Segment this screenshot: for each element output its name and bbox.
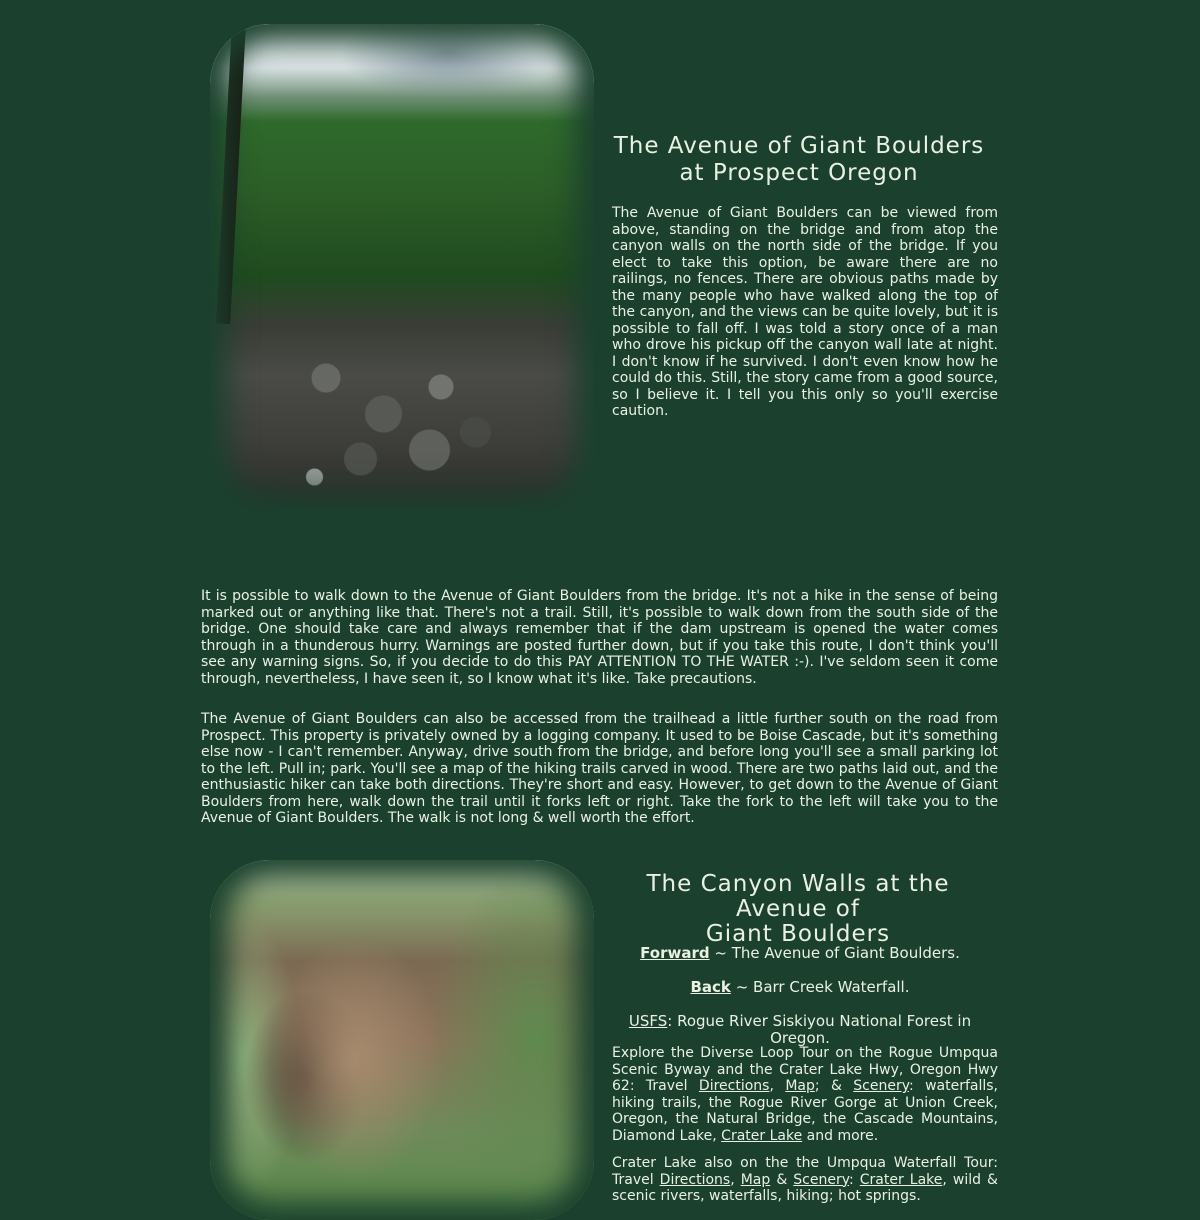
intro-paragraph: The Avenue of Giant Boulders can be viewed from above, standing on the bridge and from atop the canyon walls on the north side of the bridge. If you elect to take this option, be aware there are no railings, no fences. There are obvious paths made by the many people who have walked along the top of the canyon, and the views can be quite lovely, but it is possible to fall off. I was told a story once of a man who drove his pickup off the canyon wall late at night. I don't know if he survived. I don't even know how he could do this. Still, the story came from a good source, so I believe it. I tell you this only so you'll exercise caution. xyxy=(612,205,998,419)
explore-directions-link[interactable]: Directions xyxy=(698,1078,770,1094)
section-title-line-2: Giant Boulders xyxy=(705,921,891,947)
back-link[interactable]: Back xyxy=(690,978,731,996)
boulders-graphic xyxy=(280,324,510,504)
forward-description: ~ The Avenue of Giant Boulders. xyxy=(709,944,960,962)
usfs-description: : Rogue River Siskiyou National Forest in Oregon. xyxy=(667,1012,972,1047)
usfs-link[interactable]: USFS xyxy=(628,1012,668,1030)
section-title-line-1: The Canyon Walls at the Avenue of xyxy=(646,871,950,922)
crater-text-2: , xyxy=(730,1171,741,1188)
forest-boulders-photo xyxy=(210,24,594,512)
explore-paragraph xyxy=(612,1045,998,1144)
forward-nav xyxy=(600,945,1000,962)
crater-text-4: : xyxy=(849,1171,860,1188)
trailhead-paragraph: The Avenue of Giant Boulders can also be accessed from the trailhead a little further south on the road from Prospect. This property is privately owned by a logging company. It used to be Boise Cascade, but it's something else now - I can't remember. Anyway, drive south from the bridge, and before long you'll see a small parking lot to the left. Pull in; park. You'll see a map of the hiking trails carved in wood. There are two paths laid out, and the enthusiastic hiker can take both directions. They're short and easy. However, to get down to the Avenue of Giant Boulders from here, walk down the trail until it forks left or right. Take the fork to the left will take you to the Avenue of Giant Boulders. The walk is not long & well worth the effort. xyxy=(201,711,998,826)
crater-lake-paragraph xyxy=(612,1155,998,1205)
explore-text-2: , xyxy=(769,1078,786,1094)
explore-text-1: Explore the Diverse Loop Tour on the Rogue Umpqua Scenic Byway and the Crater Lake Hwy, Oregon Hwy 62: Travel xyxy=(612,1045,998,1094)
crater-directions-link[interactable]: Directions xyxy=(659,1171,731,1188)
explore-text-4: : waterfalls, hiking trails, the Rogue River Gorge at Union Creek, Oregon, the Natural Bridge, the Cascade Mountains, Diamond Lake, xyxy=(612,1078,998,1144)
crater-text-1: Crater Lake also on the the Umpqua Waterfall Tour: Travel xyxy=(612,1155,998,1188)
title-line-1: The Avenue of Giant Boulders xyxy=(613,133,985,159)
explore-crater-lake-link[interactable]: Crater Lake xyxy=(721,1127,803,1144)
explore-text-3: ; & xyxy=(814,1078,854,1094)
back-description: ~ Barr Creek Waterfall. xyxy=(730,978,910,996)
explore-text-5: and more. xyxy=(802,1127,879,1144)
crater-scenery-link[interactable]: Scenery xyxy=(793,1171,849,1188)
forward-link[interactable]: Forward xyxy=(640,944,710,962)
canyon-walls-photo xyxy=(210,860,594,1220)
tree-trunk-graphic xyxy=(216,24,246,324)
usfs-line xyxy=(600,1013,1000,1046)
title-line-2: at Prospect Oregon xyxy=(679,160,919,186)
crater-map-link[interactable]: Map xyxy=(740,1171,771,1188)
section-title xyxy=(598,872,998,947)
back-nav xyxy=(600,979,1000,996)
bridge-walk-paragraph: It is possible to walk down to the Avenue of Giant Boulders from the bridge. It's not a hike in the sense of being marked out or anything like that. There's not a trail. Still, it's possible to walk down from the south side of the bridge. One should take care and always remember that if the dam upstream is opened the water comes through in a thunderous hurry. Warnings are posted further down, but if you take this route, I don't think you'll see any warning signs. So, if you decide to do this PAY ATTENTION TO THE WATER :-). I've seldom seen it come through, nevertheless, I have seen it, so I know what it's like. Take precautions. xyxy=(201,588,998,687)
page-title xyxy=(604,133,994,187)
crater-crater-lake-link[interactable]: Crater Lake xyxy=(859,1171,943,1188)
explore-map-link[interactable]: Map xyxy=(785,1078,815,1094)
explore-scenery-link[interactable]: Scenery xyxy=(853,1078,909,1094)
crater-text-3: & xyxy=(770,1171,794,1188)
crater-text-5: , wild & scenic rivers, waterfalls, hiking; hot springs. xyxy=(612,1171,998,1204)
